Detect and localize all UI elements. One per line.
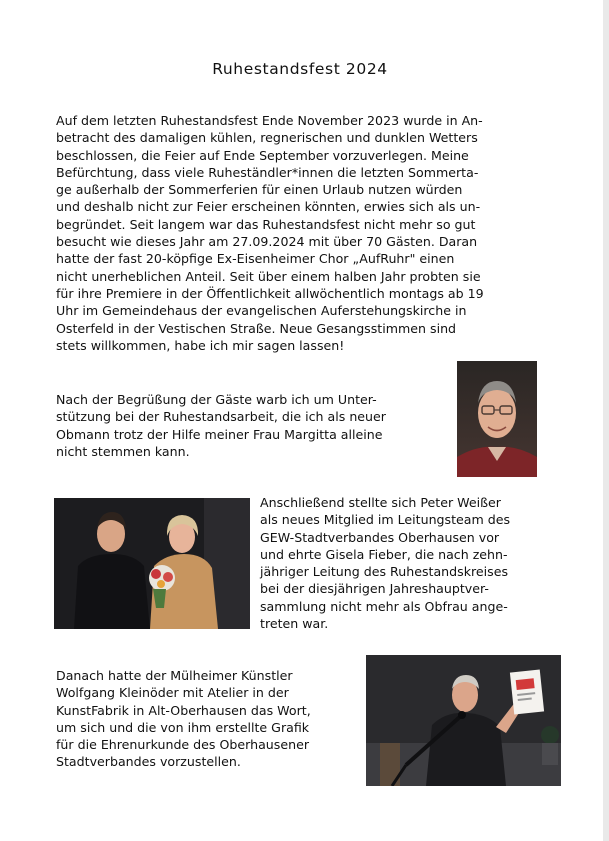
- text-line: als neues Mitglied im Leitungsteam des: [260, 512, 511, 528]
- text-line: Auf dem letzten Ruhestandsfest Ende November 2023 wurde in An-: [56, 113, 483, 128]
- text-line: Befürchtung, dass viele Ruheständler*innen die letzten Sommerta-: [56, 164, 479, 180]
- text-line: Danach hatte der Mülheimer Künstler: [56, 668, 293, 683]
- text-line: für die Ehrenurkunde des Oberhausener: [56, 737, 309, 753]
- text-line: besucht wie dieses Jahr am 27.09.2024 mit über 70 Gästen. Daran: [56, 234, 478, 250]
- paragraph-4: [56, 667, 311, 771]
- text-line: Uhr im Gemeindehaus der evangelischen Auferstehungskirche in: [56, 303, 467, 319]
- paragraph-3: [260, 494, 510, 632]
- text-line: nicht unerheblichen Anteil. Seit über einem halben Jahr probten sie: [56, 268, 481, 284]
- text-line: Wolfgang Kleinöder mit Atelier in der: [56, 685, 289, 701]
- text-line: bei der diesjährigen Jahreshauptver-: [260, 581, 489, 597]
- text-line: beschlossen, die Feier auf Ende September vorzuverlegen. Meine: [56, 147, 469, 163]
- text-line: sammlung nicht mehr als Obfrau ange-: [260, 598, 508, 614]
- text-line: nicht stemmen kann.: [56, 443, 190, 459]
- speaker-photo: [366, 655, 561, 786]
- text-line: betracht des damaligen kühlen, regnerischen und dunklen Wetters: [56, 130, 478, 146]
- text-line: um sich und die von ihm erstellte Grafik: [56, 719, 310, 735]
- text-line: und ehrte Gisela Fieber, die nach zehn-: [260, 546, 508, 562]
- text-line: Osterfeld in der Vestischen Straße. Neue Gesangsstimmen sind: [56, 320, 457, 336]
- text-line: ge außerhalb der Sommerferien für einen Urlaub nutzen würden: [56, 182, 463, 198]
- text-line: Anschließend stellte sich Peter Weißer: [260, 495, 501, 510]
- text-line: jähriger Leitung des Ruhestandskreises: [260, 564, 509, 580]
- text-line: hatte der fast 20-köpfige Ex-Eisenheimer Chor „AufRuhr" einen: [56, 251, 455, 267]
- text-line: und deshalb nicht zur Feier erscheinen könnten, erwies sich als un-: [56, 199, 481, 215]
- paragraph-1: [56, 112, 484, 354]
- paragraph-2: [56, 391, 386, 460]
- page-edge-shadow: [603, 0, 609, 841]
- text-line: begründet. Seit langem war das Ruhestandsfest nicht mehr so gut: [56, 216, 476, 232]
- text-line: stützung bei der Ruhestandsarbeit, die ich als neuer: [56, 409, 386, 425]
- text-line: Stadtverbandes vorzustellen.: [56, 754, 241, 770]
- text-line: stets willkommen, habe ich mir sagen lassen!: [56, 337, 345, 353]
- text-line: Obmann trotz der Hilfe meiner Frau Margitta alleine: [56, 426, 383, 442]
- text-line: treten war.: [260, 616, 329, 632]
- text-line: für ihre Premiere in der Öffentlichkeit allwöchentlich montags ab 19: [56, 285, 484, 301]
- portrait-photo: [457, 361, 537, 477]
- text-line: GEW-Stadtverbandes Oberhausen vor: [260, 529, 500, 545]
- group-photo-flowers: [54, 498, 250, 629]
- text-line: Nach der Begrüßung der Gäste warb ich um Unter-: [56, 392, 377, 407]
- text-line: KunstFabrik in Alt-Oberhausen das Wort,: [56, 702, 311, 718]
- page-title: Ruhestandsfest 2024: [212, 60, 388, 78]
